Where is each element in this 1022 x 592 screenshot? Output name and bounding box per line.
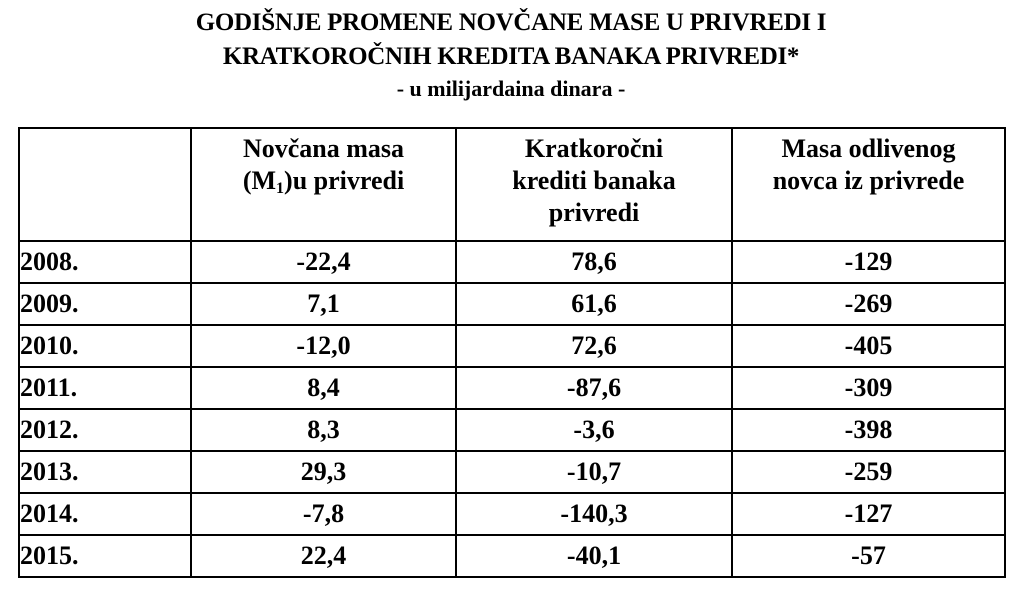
data-table bbox=[18, 127, 1006, 578]
money-supply-cell: 7,1 bbox=[191, 283, 456, 325]
header-row bbox=[19, 128, 1005, 241]
table-row bbox=[19, 451, 1005, 493]
header-outflow bbox=[732, 128, 1005, 241]
table-row bbox=[19, 241, 1005, 283]
header-money-supply-line1: Novčana masa bbox=[242, 134, 405, 163]
year-cell: 2009. bbox=[19, 283, 191, 325]
header-money-supply-line2 bbox=[192, 165, 455, 205]
year-cell: 2010. bbox=[19, 325, 191, 367]
table-row bbox=[19, 325, 1005, 367]
header-money-supply bbox=[191, 128, 456, 241]
money-supply-cell: 29,3 bbox=[191, 451, 456, 493]
header-year bbox=[19, 128, 191, 241]
table-row bbox=[19, 535, 1005, 577]
header-short-term-credits bbox=[456, 128, 732, 241]
header-money-supply-sub: 1 bbox=[276, 180, 285, 197]
short-term-credits-cell: -3,6 bbox=[456, 409, 732, 451]
header-money-supply-post: )u privredi bbox=[284, 166, 405, 195]
money-supply-cell: 22,4 bbox=[191, 535, 456, 577]
short-term-credits-cell: 61,6 bbox=[456, 283, 732, 325]
title-block bbox=[0, 6, 1022, 104]
table-row bbox=[19, 409, 1005, 451]
subtitle: - u milijardaina dinara - bbox=[396, 76, 626, 101]
header-credits-line2: krediti banaka bbox=[512, 166, 676, 195]
short-term-credits-cell: -87,6 bbox=[456, 367, 732, 409]
table-row bbox=[19, 283, 1005, 325]
short-term-credits-cell: 78,6 bbox=[456, 241, 732, 283]
title-line-1: GODIŠNJE PROMENE NOVČANE MASE U PRIVREDI I bbox=[195, 9, 827, 36]
outflow-cell: -398 bbox=[732, 409, 1005, 451]
short-term-credits-cell: -10,7 bbox=[456, 451, 732, 493]
header-money-supply-pre: (M bbox=[242, 166, 277, 195]
year-cell: 2013. bbox=[19, 451, 191, 493]
money-supply-cell: 8,3 bbox=[191, 409, 456, 451]
header-outflow-line2: novca iz privrede bbox=[772, 166, 965, 195]
short-term-credits-cell: -140,3 bbox=[456, 493, 732, 535]
title-line-2: KRATKOROČNIH KREDITA BANAKA PRIVREDI* bbox=[222, 43, 800, 70]
year-cell: 2008. bbox=[19, 241, 191, 283]
header-credits-line1: Kratkoročni bbox=[524, 134, 664, 163]
outflow-cell: -127 bbox=[732, 493, 1005, 535]
year-cell: 2015. bbox=[19, 535, 191, 577]
year-cell: 2011. bbox=[19, 367, 191, 409]
outflow-cell: -259 bbox=[732, 451, 1005, 493]
outflow-cell: -269 bbox=[732, 283, 1005, 325]
money-supply-cell: -7,8 bbox=[191, 493, 456, 535]
short-term-credits-cell: 72,6 bbox=[456, 325, 732, 367]
table-row bbox=[19, 367, 1005, 409]
outflow-cell: -405 bbox=[732, 325, 1005, 367]
money-supply-cell: -22,4 bbox=[191, 241, 456, 283]
outflow-cell: -129 bbox=[732, 241, 1005, 283]
year-cell: 2012. bbox=[19, 409, 191, 451]
table-row bbox=[19, 493, 1005, 535]
header-outflow-line1: Masa odlivenog bbox=[781, 134, 956, 163]
outflow-cell: -309 bbox=[732, 367, 1005, 409]
year-cell: 2014. bbox=[19, 493, 191, 535]
short-term-credits-cell: -40,1 bbox=[456, 535, 732, 577]
money-supply-cell: 8,4 bbox=[191, 367, 456, 409]
header-credits-line3: privredi bbox=[548, 198, 640, 227]
money-supply-cell: -12,0 bbox=[191, 325, 456, 367]
outflow-cell: -57 bbox=[732, 535, 1005, 577]
